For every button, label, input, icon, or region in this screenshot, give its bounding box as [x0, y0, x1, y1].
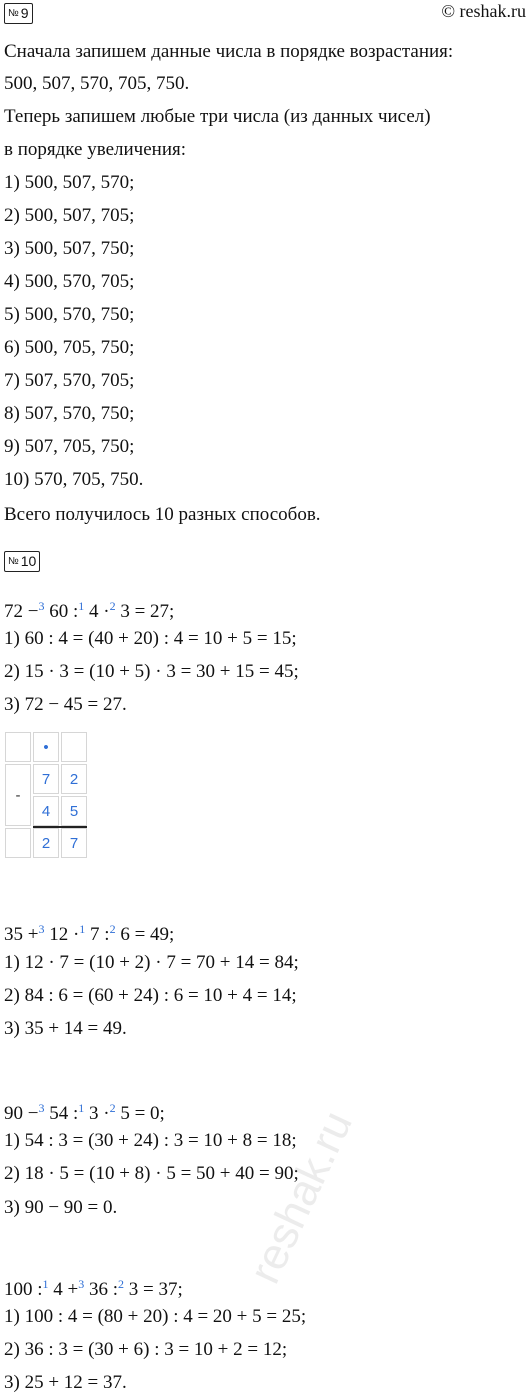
task-9-number-badge [4, 3, 33, 24]
ex3-step: 3) 90 − 90 = 0. [4, 1197, 118, 1218]
task9-line: 4) 500, 570, 705; [4, 271, 135, 292]
ex2-step: 2) 84 : 6 = (60 + 24) : 6 = 10 + 4 = 14; [4, 985, 297, 1006]
minuend-digit: 7 [33, 764, 59, 794]
ex1-step: 2) 15 · 3 = (10 + 5) · 3 = 30 + 15 = 45; [4, 661, 299, 682]
borrow-dot: • [33, 732, 59, 762]
task9-summary: Всего получилось 10 разных способов. [4, 504, 321, 525]
order-mark: 3 [38, 599, 45, 613]
result-digit: 7 [61, 828, 87, 858]
task9-line: 500, 507, 570, 705, 750. [4, 73, 190, 94]
order-mark: 1 [42, 1277, 49, 1291]
task9-line: 9) 507, 705, 750; [4, 436, 135, 457]
task9-line: в порядке увеличения: [4, 139, 187, 160]
task9-line: 10) 570, 705, 750. [4, 469, 144, 490]
task9-line: Сначала запишем данные числа в порядке возрастания: [4, 41, 454, 62]
task9-line: Теперь запишем любые три числа (из данных чисел) [4, 106, 431, 127]
task9-line: 5) 500, 570, 750; [4, 304, 135, 325]
task-9-number: 9 [20, 5, 29, 21]
number-sign: № [8, 556, 19, 567]
task9-line: 6) 500, 705, 750; [4, 337, 135, 358]
ex4-step: 2) 36 : 3 = (30 + 6) : 3 = 10 + 2 = 12; [4, 1339, 288, 1360]
number-sign: № [8, 8, 19, 19]
order-mark: 3 [78, 1277, 85, 1291]
task9-line: 3) 500, 507, 750; [4, 238, 135, 259]
result-digit: 2 [33, 828, 59, 858]
task-10-number-badge [4, 551, 40, 572]
ex3-step: 1) 54 : 3 = (30 + 24) : 3 = 10 + 8 = 18; [4, 1130, 297, 1151]
grid-cell [61, 732, 87, 762]
ex4-expression: 100 :$^1$ 4 +$^3$ 36 :$^2$ 3 = 37; [4, 1277, 183, 1300]
task9-line: 1) 500, 507, 570; [4, 172, 135, 193]
order-mark: 3 [38, 1101, 45, 1115]
grid-cell [5, 732, 31, 762]
minuend-digit: 2 [61, 764, 87, 794]
minus-sign: - [5, 764, 31, 826]
task9-line: 8) 507, 570, 750; [4, 403, 135, 424]
order-mark: 2 [109, 922, 116, 936]
task-10-number: 10 [20, 553, 37, 569]
subtrahend-digit: 5 [61, 796, 87, 826]
ex3-step: 2) 18 · 5 = (10 + 8) · 5 = 50 + 40 = 90; [4, 1163, 299, 1184]
watermark: reshak.ru [240, 1103, 362, 1291]
order-mark: 1 [78, 599, 85, 613]
ex2-step: 3) 35 + 14 = 49. [4, 1018, 127, 1039]
ex1-step: 3) 72 − 45 = 27. [4, 694, 127, 715]
order-mark: 1 [79, 922, 86, 936]
order-mark: 1 [78, 1101, 85, 1115]
ex2-step: 1) 12 · 7 = (10 + 2) · 7 = 70 + 14 = 84; [4, 952, 299, 973]
ex3-expression: 90 −$^3$ 54 :$^1$ 3 ·$^2$ 5 = 0; [4, 1101, 165, 1124]
ex4-step: 1) 100 : 4 = (80 + 20) : 4 = 20 + 5 = 25; [4, 1306, 307, 1327]
ex1-expression: 72 −$^3$ 60 :$^1$ 4 ·$^2$ 3 = 27; [4, 599, 175, 622]
task9-line: 2) 500, 507, 705; [4, 205, 135, 226]
ex4-step: 3) 25 + 12 = 37. [4, 1372, 127, 1393]
ex1-step: 1) 60 : 4 = (40 + 20) : 4 = 10 + 5 = 15; [4, 628, 297, 649]
order-mark: 2 [118, 1277, 125, 1291]
order-mark: 2 [109, 1101, 116, 1115]
grid-cell [5, 828, 31, 858]
copyright-label: © reshak.ru [441, 1, 526, 21]
ex2-expression: 35 +$^3$ 12 ·$^1$ 7 :$^2$ 6 = 49; [4, 922, 175, 945]
subtrahend-digit: 4 [33, 796, 59, 826]
order-mark: 3 [38, 922, 45, 936]
order-mark: 2 [109, 599, 116, 613]
task9-line: 7) 507, 570, 705; [4, 370, 135, 391]
